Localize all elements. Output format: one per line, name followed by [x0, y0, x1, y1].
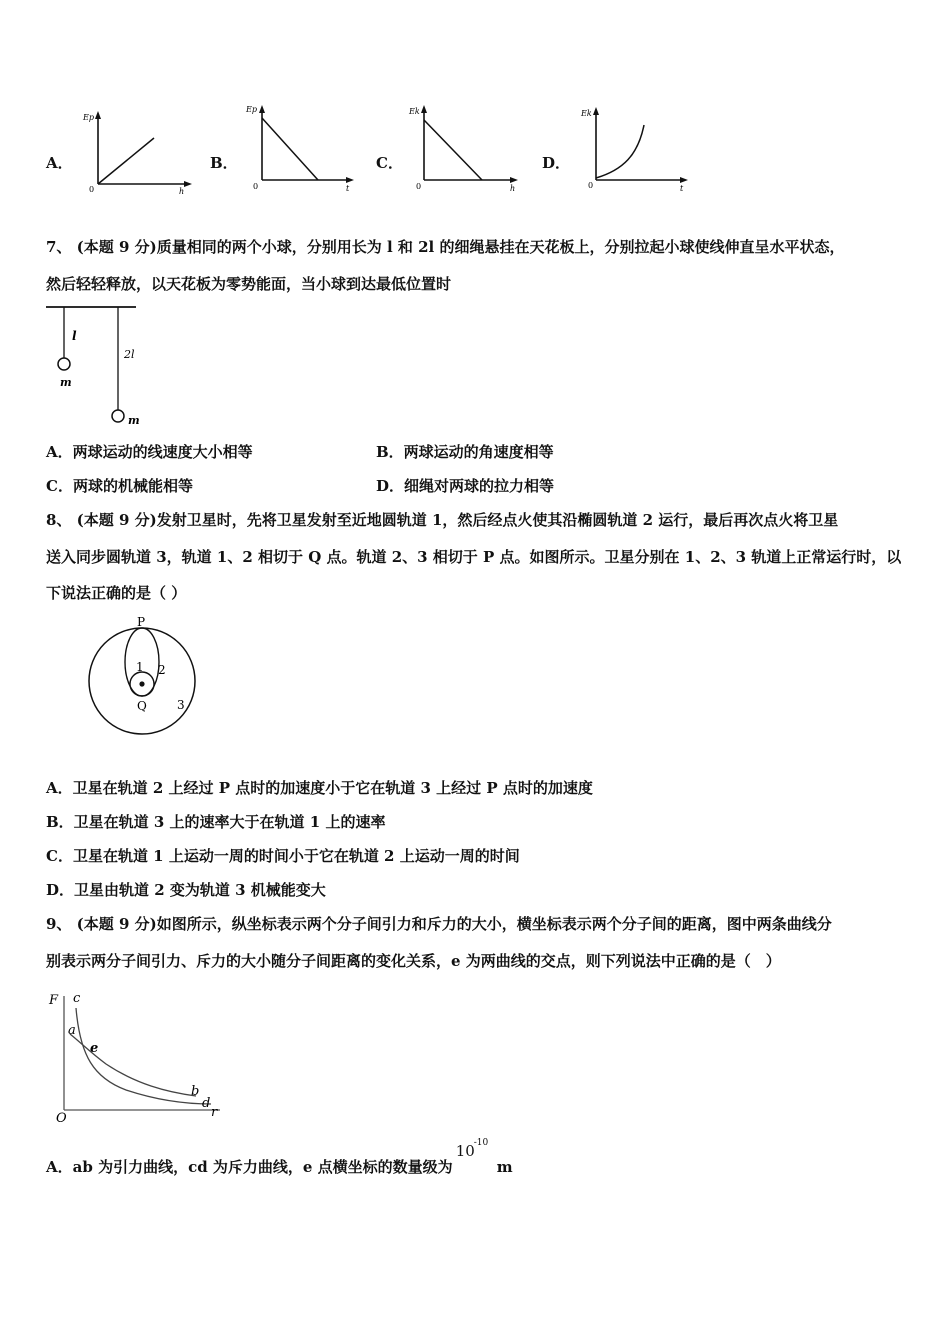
q8-label-q: Q	[137, 699, 147, 713]
q8-label-orbit3: 3	[177, 698, 185, 712]
q6-a-xlabel: h	[179, 187, 185, 196]
q6-c-ylabel: Ek	[409, 107, 420, 116]
q9-stem-line1: 9、 (本题 9 分)如图所示，纵坐标表示两个分子间引力和斥力的大小，横坐标表示两个分子间的距离，图中两条曲线分	[46, 915, 832, 933]
q7-m1-label: m	[60, 376, 72, 389]
q6-c-xlabel: h	[510, 184, 516, 193]
q6-option-a-label: A．	[46, 154, 73, 172]
q9-label-r: r	[211, 1105, 218, 1120]
q7-2l-label: 2l	[124, 348, 135, 361]
q9-option-a-text: A．ab 为引力曲线，cd 为斥力曲线，e 点横坐标的数量级为	[46, 1158, 453, 1176]
q8-label-orbit1: 1	[136, 660, 144, 674]
q8-label-orbit2: 2	[158, 663, 166, 677]
q7-stem-line2: 然后轻轻释放，以天花板为零势能面，当小球到达最低位置时	[46, 275, 452, 293]
q6-d-xlabel: t	[680, 184, 684, 193]
q9-label-o: O	[56, 1111, 67, 1126]
q7-option-c: C．两球的机械能相等	[46, 477, 193, 495]
q9-label-f: F	[49, 993, 59, 1008]
q6-d-origin: 0	[588, 181, 594, 190]
q6-graph-c	[408, 100, 523, 195]
q8-stem-line2: 送入同步圆轨道 3，轨道 1、2 相切于 Q 点。轨道 2、3 相切于 P 点。如图所示。卫星分别在 1、2、3 轨道上正常运行时，以	[46, 548, 902, 566]
q9-label-e: e	[90, 1041, 99, 1056]
q8-option-c: C．卫星在轨道 1 上运动一周的时间小于它在轨道 2 上运动一周的时间	[46, 847, 520, 865]
q7-option-d: D．细绳对两球的拉力相等	[376, 477, 555, 495]
q9-power-exp: -10	[473, 1138, 489, 1148]
q9-stem-line2: 别表示两分子间引力、斥力的大小随分子间距离的变化关系，e 为两曲线的交点，则下列说法中正确的是（ ）	[46, 952, 781, 970]
q9-label-c: c	[73, 991, 81, 1006]
q9-option-a-power	[453, 1138, 497, 1172]
q9-label-a: a	[68, 1023, 76, 1038]
q8-option-d: D．卫星由轨道 2 变为轨道 3 机械能变大	[46, 881, 326, 899]
q9-power-base: 10	[455, 1142, 475, 1160]
q7-stem-line1: 7、 (本题 9 分)质量相同的两个小球，分别用长为 l 和 2l 的细绳悬挂在天花板上，分别拉起小球使线伸直呈水平状态，	[46, 238, 845, 256]
q6-option-c-label: C．	[376, 154, 403, 172]
q8-stem-line1: 8、 (本题 9 分)发射卫星时，先将卫星发射至近地圆轨道 1，然后经点火使其沿椭圆轨道 2 运行，最后再次点火将卫星	[46, 511, 839, 529]
q6-c-origin: 0	[416, 182, 422, 191]
q9-option-a-unit: m	[496, 1158, 513, 1176]
q7-option-a: A．两球运动的线速度大小相等	[46, 443, 253, 461]
q6-b-xlabel: t	[346, 184, 350, 193]
q7-l-label: l	[72, 329, 77, 343]
q9-label-d: d	[202, 1096, 211, 1111]
q8-option-b: B．卫星在轨道 3 上的速率大于在轨道 1 上的速率	[46, 813, 386, 831]
q7-option-b: B．两球运动的角速度相等	[376, 443, 554, 461]
q7-pendulum-figure	[44, 302, 154, 432]
q6-b-ylabel: Ep	[246, 105, 257, 114]
q7-m2-label: m	[128, 414, 140, 427]
q6-b-origin: 0	[253, 182, 259, 191]
q6-option-d-label: D．	[542, 154, 571, 172]
q6-a-ylabel: Ep	[83, 113, 94, 122]
q8-stem-line3: 下说法正确的是（ ）	[46, 584, 187, 602]
q6-option-b-label: B．	[210, 154, 238, 172]
q9-option-a	[46, 1138, 513, 1177]
q9-force-figure	[46, 986, 226, 1131]
q9-label-b: b	[191, 1084, 200, 1099]
q8-orbit-figure	[80, 612, 210, 742]
q8-label-p: P	[137, 615, 146, 629]
q6-graph-d	[578, 100, 693, 195]
q6-graph-a	[80, 108, 195, 200]
q6-d-ylabel: Ek	[581, 109, 592, 118]
q6-graph-b	[244, 100, 359, 195]
q6-a-origin: 0	[89, 185, 95, 194]
q8-option-a: A．卫星在轨道 2 上经过 P 点时的加速度小于它在轨道 3 上经过 P 点时的加速度	[46, 779, 593, 797]
